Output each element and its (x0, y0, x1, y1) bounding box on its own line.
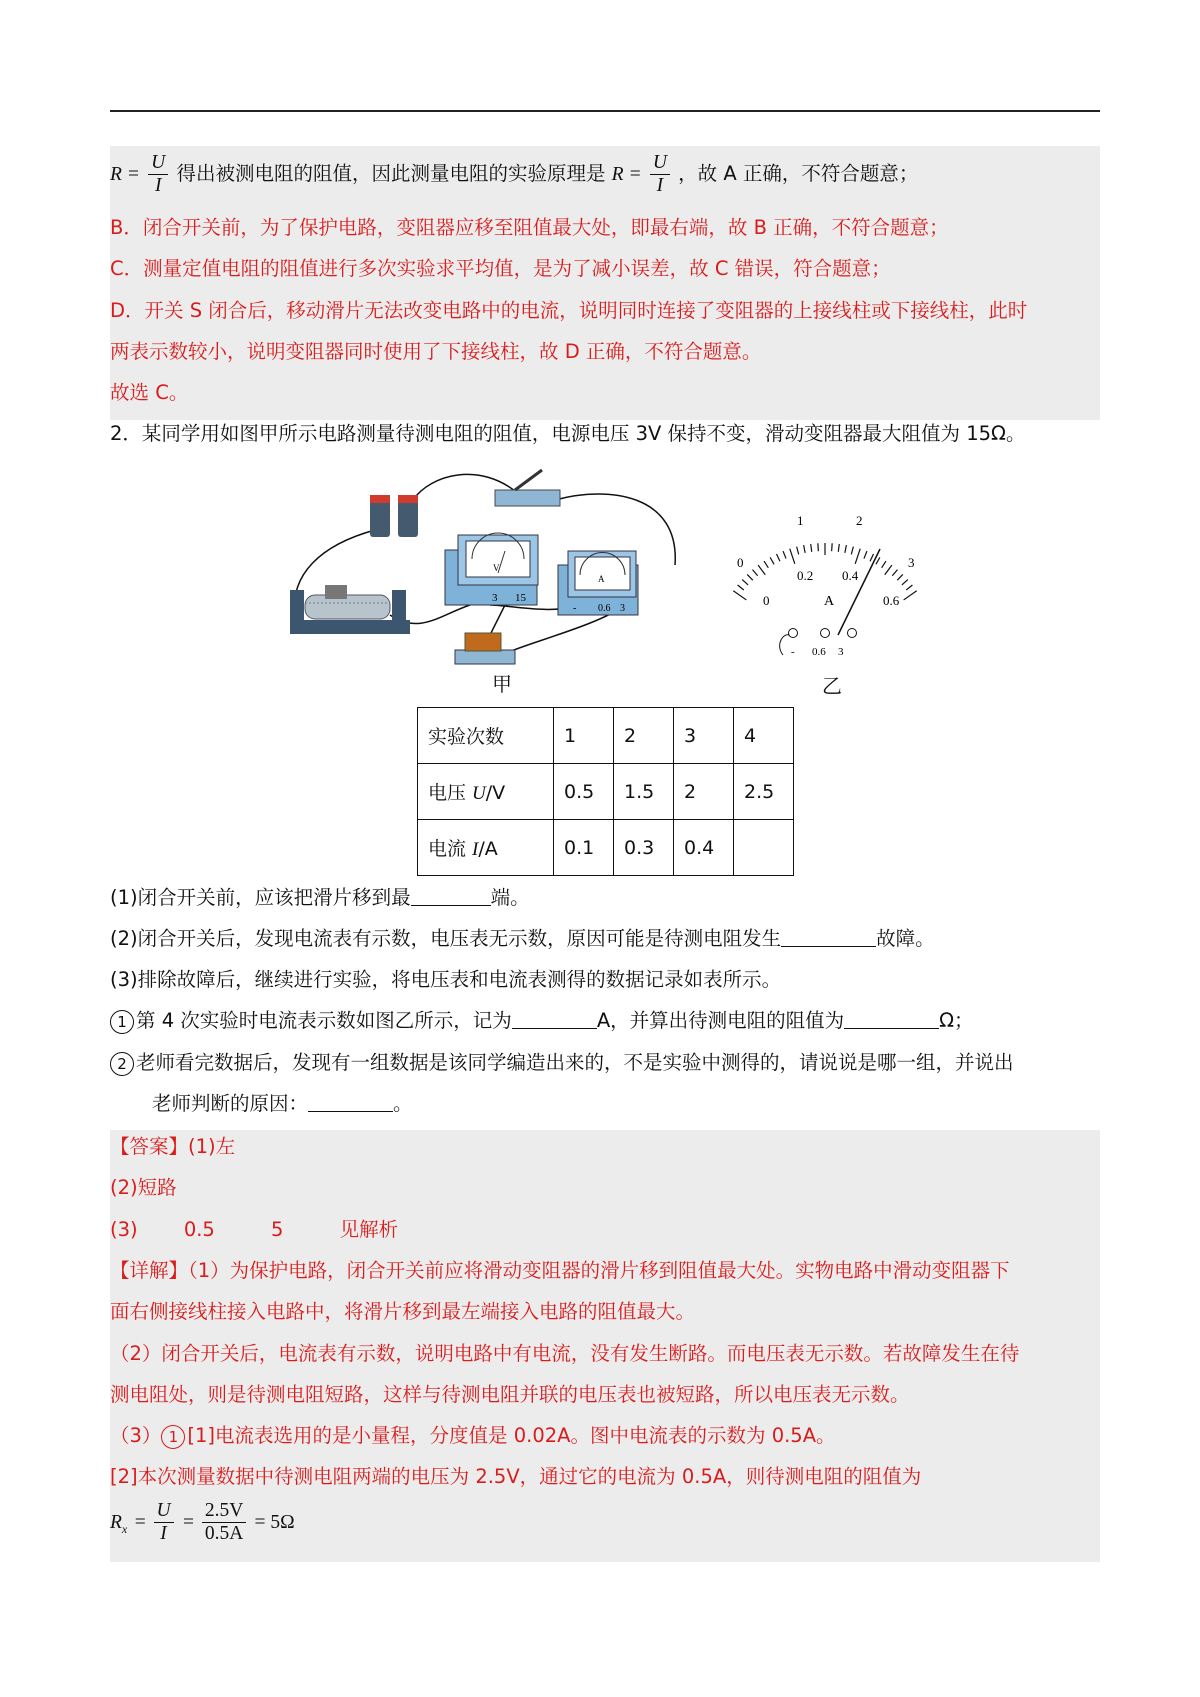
dial-tick (758, 565, 765, 575)
svg-text:V: V (493, 563, 500, 573)
dial-tick (738, 585, 744, 590)
dial-tick (804, 545, 806, 553)
answer-blank[interactable] (512, 1008, 597, 1029)
question-3-2-cont: 老师判断的原因： 。 (152, 1092, 413, 1115)
fraction-u-i-2: $\frac{U}{I}$ (650, 152, 670, 197)
answer-2: (2)短路 (110, 1176, 177, 1199)
answer-blank[interactable] (844, 1008, 939, 1029)
svg-text:-: - (791, 646, 795, 658)
dial-tick (783, 551, 786, 558)
header-rule (110, 110, 1100, 112)
circuit-figure (280, 455, 720, 675)
solution-a-tail: ，故 A 正确，不符合题意； (678, 162, 919, 185)
svg-text:0.2: 0.2 (797, 568, 814, 583)
table-row (418, 708, 794, 764)
svg-text:2: 2 (856, 513, 863, 528)
ammeter-dial-figure (725, 505, 925, 665)
dial-tick (770, 557, 774, 564)
dial-tick (838, 544, 839, 552)
table-cell (734, 820, 794, 876)
svg-text:3: 3 (838, 646, 844, 658)
row-header: 电压 U/V (418, 764, 554, 820)
dial-tick (764, 561, 768, 568)
detail-1a: 【详解】（1）为保护电路，闭合开关前应将滑动变阻器的滑片移到阻值最大处。实物电路中滑动变阻器下 (110, 1259, 1010, 1282)
question-stem: 2．某同学用如图甲所示电路测量待测电阻的阻值，电源电压 3V 保持不变，滑动变阻器最大阻值为 15Ω。 (110, 422, 1026, 445)
solution-c: C．测量定值电阻的阻值进行多次实验求平均值，是为了减小误差，故 C 错误，符合题意； (110, 257, 891, 280)
dial-tick (832, 543, 833, 551)
question-1: (1)闭合开关前，应该把滑片移到最 端。 (110, 886, 530, 909)
table-cell: 0.5 (554, 764, 614, 820)
solution-d-1: D．开关 S 闭合后，移动滑片无法改变电路中的电流，说明同时连接了变阻器的上接线柱或下接线柱，此时 (110, 299, 1028, 322)
circled-number: 1 (110, 1010, 134, 1034)
table-cell: 0.3 (614, 820, 674, 876)
svg-text:0.6: 0.6 (883, 593, 900, 608)
table-row (418, 820, 794, 876)
dial-tick (790, 549, 795, 564)
svg-text:-: - (573, 603, 577, 614)
dial-pointer (838, 549, 880, 635)
row-header: 实验次数 (418, 708, 554, 764)
detail-2a: （2）闭合开关后，电流表有示数，说明电路中有电流，没有发生断路。而电压表无示数。若故障发生在待 (110, 1342, 1020, 1365)
detail-1b: 面右侧接线柱接入电路中，将滑片移到最左端接入电路的阻值最大。 (110, 1300, 696, 1323)
solution-d-2: 两表示数较小，说明变阻器同时使用了下接线柱，故 D 正确，不符合题意。 (110, 340, 762, 363)
formula-r: R = (110, 164, 140, 185)
dial-tick (797, 547, 799, 555)
fraction-u-i: $\frac{U}{I}$ (148, 152, 168, 197)
dial-tick (776, 554, 779, 561)
table-cell: 2 (674, 764, 734, 820)
svg-text:3: 3 (492, 592, 498, 604)
table-cell: 3 (674, 708, 734, 764)
formula-r-2: R = (611, 164, 642, 185)
circled-number: 2 (110, 1052, 134, 1076)
answer-3: (3) 0.5 5 见解析 (110, 1218, 399, 1241)
table-cell: 0.1 (554, 820, 614, 876)
answer-blank[interactable] (781, 926, 876, 947)
dial-tick (818, 543, 819, 551)
dial-tick (733, 591, 746, 600)
question-3-2: 2 老师看完数据后，发现有一组数据是该同学编造出来的，不是实验中测得的，请说说是哪一组，并说出 (110, 1049, 1014, 1077)
answer-blank[interactable] (308, 1091, 393, 1112)
detail-3b: [2]本次测量数据中待测电阻两端的电压为 2.5V，通过它的电流为 0.5A，则待测电阻的阻值为 (110, 1465, 922, 1488)
solution-b: B．闭合开关前，为了保护电路，变阻器应移至阻值最大处，即最右端，故 B 正确，不符合题意； (110, 216, 949, 239)
dial-tick (885, 565, 892, 575)
solution-line-a (110, 152, 918, 197)
question-2: (2)闭合开关后，发现电流表有示数，电压表无示数，原因可能是待测电阻发生 故障。 (110, 927, 935, 950)
figure-jia-caption: 甲 (492, 674, 512, 696)
dial-tick (747, 574, 753, 580)
dial-tick (904, 591, 917, 600)
dial-tick (864, 551, 867, 558)
dial-tick (906, 585, 912, 590)
table-cell: 0.4 (674, 820, 734, 876)
dial-tick (855, 549, 860, 564)
dial-tick (845, 545, 847, 553)
ammeter-icon (558, 551, 638, 615)
dial-tick (851, 547, 853, 555)
switch-icon (495, 490, 560, 506)
result-formula: $R_x$ = $\frac{U}{I}$ = $\frac{2.5V}{0.5A}$ = 5Ω (110, 1500, 295, 1544)
question-3: (3)排除故障后，继续进行实验，将电压表和电流表测得的数据记录如表所示。 (110, 968, 782, 991)
detail-2b: 测电阻处，则是待测电阻短路，这样与待测电阻并联的电压表也被短路，所以电压表无示数。 (110, 1383, 910, 1406)
svg-text:3: 3 (620, 603, 625, 614)
table-row (418, 764, 794, 820)
svg-text:0: 0 (737, 555, 744, 570)
answer-box (110, 1130, 1100, 1562)
answer-1: 【答案】(1)左 (110, 1135, 236, 1158)
svg-text:0.6: 0.6 (598, 603, 611, 614)
solution-choice: 故选 C。 (110, 381, 189, 404)
svg-text:3: 3 (908, 555, 915, 570)
figure-yi-caption: 乙 (822, 676, 842, 698)
question-3-1: 1 第 4 次实验时电流表示数如图乙所示，记为 A，并算出待测电阻的阻值为 Ω； (110, 1007, 974, 1035)
dial-tick (870, 554, 873, 561)
dial-tick (902, 580, 908, 585)
dial-tick (811, 544, 812, 552)
dial-tick (876, 557, 880, 564)
svg-text:15: 15 (515, 592, 526, 604)
svg-text:0.4: 0.4 (842, 568, 859, 583)
svg-text:0.6: 0.6 (812, 646, 826, 658)
resistor-icon (455, 633, 515, 664)
previous-solution-box (110, 146, 1100, 420)
dial-tick (897, 574, 903, 580)
svg-text:A: A (824, 594, 835, 609)
voltmeter-icon (445, 533, 538, 605)
data-table (417, 707, 794, 876)
svg-text:0: 0 (763, 593, 770, 608)
dial-tick (882, 561, 886, 568)
svg-text:A: A (598, 574, 605, 584)
dial-tick (753, 570, 758, 576)
table-cell: 2 (614, 708, 674, 764)
table-cell: 1.5 (614, 764, 674, 820)
dial-tick (892, 570, 897, 576)
table-cell: 4 (734, 708, 794, 764)
row-header: 电流 I/A (418, 820, 554, 876)
rheostat-icon (290, 585, 410, 634)
svg-text:1: 1 (797, 513, 804, 528)
answer-blank[interactable] (411, 885, 491, 906)
table-cell: 1 (554, 708, 614, 764)
circled-number: 1 (161, 1425, 185, 1449)
table-cell: 2.5 (734, 764, 794, 820)
dial-tick (742, 580, 748, 585)
solution-a-text: 得出被测电阻的阻值，因此测量电阻的实验原理是 (176, 162, 606, 185)
detail-3a: （3） 1 [1]电流表选用的是小量程，分度值是 0.02A。图中电流表的示数为 0.5A。 (110, 1424, 836, 1447)
